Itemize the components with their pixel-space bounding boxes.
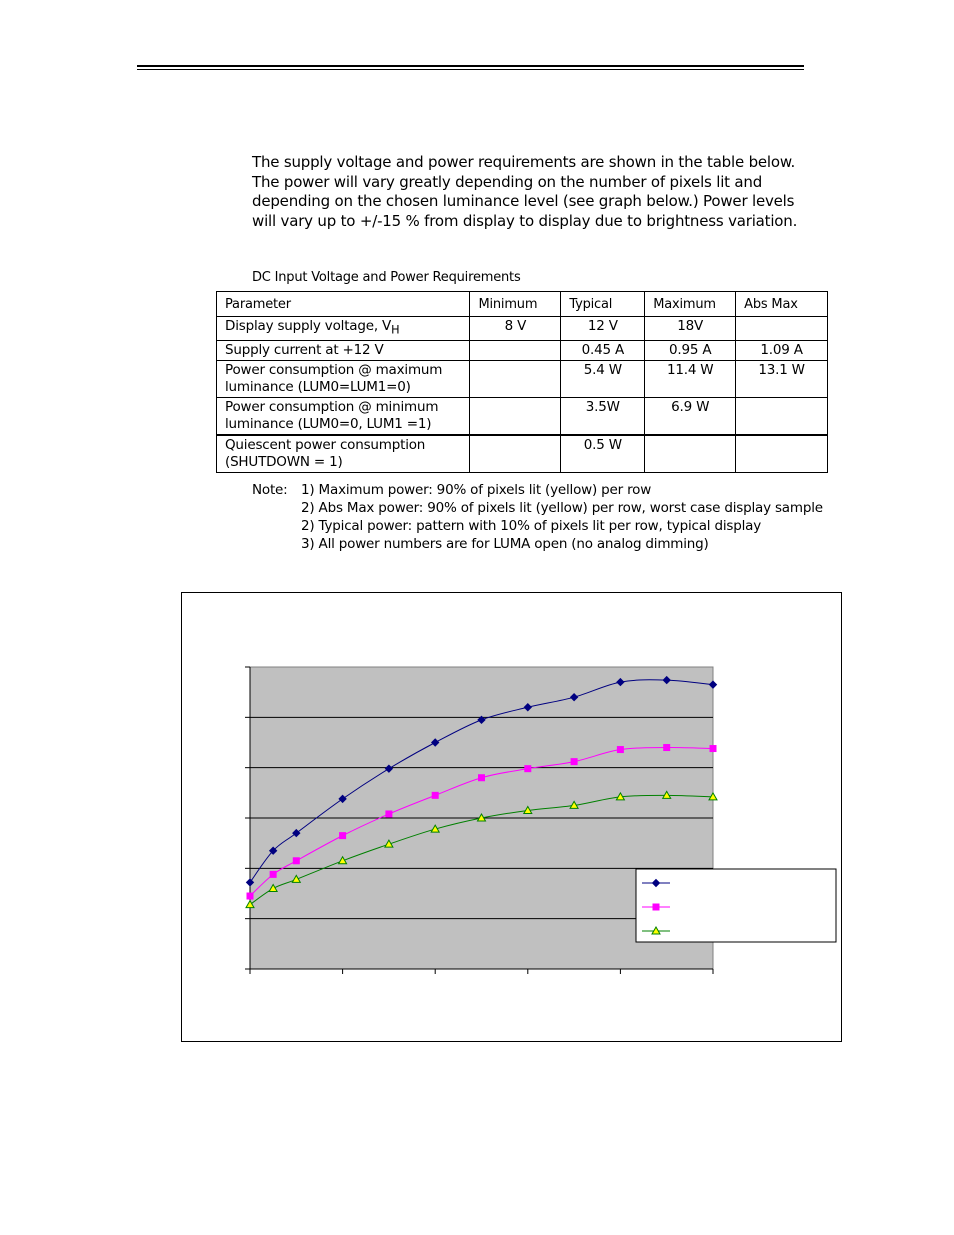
data-point-series-2: [525, 766, 531, 772]
cell-maximum: 11.4 W: [645, 360, 736, 397]
cell-typical: 5.4 W: [561, 360, 645, 397]
intro-paragraph: The supply voltage and power requirements are shown in the table below. The power will vary greatly depending on the number of pixels lit and depending on the chosen luminance level (see graph below.) Power levels will vary up to +/-15 % from display to display due to brightness variation.: [252, 153, 798, 230]
cell-maximum: 0.95 A: [645, 340, 736, 360]
table-row: [217, 397, 828, 435]
cell-typical: 3.5W: [561, 397, 645, 435]
cell-absmax: [736, 317, 828, 341]
header-minimum: Minimum: [470, 292, 561, 317]
cell-absmax: [736, 435, 828, 473]
data-point-series-2: [247, 893, 253, 899]
data-point-series-2: [293, 858, 299, 864]
cell-absmax: 1.09 A: [736, 340, 828, 360]
cell-parameter: Power consumption @ minimum luminance (LUM0=0, LUM1 =1): [217, 397, 470, 435]
cell-absmax: 13.1 W: [736, 360, 828, 397]
note-line: [252, 517, 823, 535]
parameter-subscript: H: [391, 323, 400, 337]
data-point-series-2: [340, 833, 346, 839]
cell-typical: 0.5 W: [561, 435, 645, 473]
legend-marker-2: [653, 904, 659, 910]
cell-maximum: 18V: [645, 317, 736, 341]
note-text: 2) Abs Max power: 90% of pixels lit (yellow) per row, worst case display sample: [301, 500, 823, 516]
note-text: 2) Typical power: pattern with 10% of pixels lit per row, typical display: [301, 518, 761, 534]
table-row: [217, 435, 828, 473]
cell-minimum: [470, 360, 561, 397]
note-line: [252, 535, 823, 553]
data-point-series-2: [664, 745, 670, 751]
header-rule-thin: [137, 69, 804, 70]
data-point-series-2: [571, 759, 577, 765]
table-row: [217, 340, 828, 360]
cell-maximum: [645, 435, 736, 473]
data-point-series-2: [710, 746, 716, 752]
cell-parameter: [217, 317, 470, 341]
cell-minimum: [470, 340, 561, 360]
cell-parameter: Quiescent power consumption (SHUTDOWN = 1): [217, 435, 470, 473]
cell-parameter: Supply current at +12 V: [217, 340, 470, 360]
cell-parameter: Power consumption @ maximum luminance (LUM0=LUM1=0): [217, 360, 470, 397]
header-typical: Typical: [561, 292, 645, 317]
data-point-series-2: [270, 871, 276, 877]
data-point-series-2: [432, 792, 438, 798]
data-point-series-2: [386, 811, 392, 817]
note-text: 1) Maximum power: 90% of pixels lit (yellow) per row: [301, 482, 652, 498]
header-rule-thick: [137, 65, 804, 67]
cell-absmax: [736, 397, 828, 435]
table-row: [217, 317, 828, 341]
note-line: [252, 481, 823, 499]
power-chart: [182, 593, 843, 1043]
data-point-series-2: [479, 775, 485, 781]
header-absmax: Abs Max: [736, 292, 828, 317]
cell-minimum: [470, 435, 561, 473]
parameter-text: Display supply voltage, V: [225, 318, 392, 334]
header-parameter: Parameter: [217, 292, 470, 317]
cell-typical: 12 V: [561, 317, 645, 341]
note-label: Note:: [252, 482, 288, 498]
cell-minimum: 8 V: [470, 317, 561, 341]
cell-typical: 0.45 A: [561, 340, 645, 360]
table-caption: DC Input Voltage and Power Requirements: [252, 270, 521, 285]
table-header-row: [217, 292, 828, 317]
cell-minimum: [470, 397, 561, 435]
power-chart-frame: [181, 592, 842, 1042]
table-notes: [252, 481, 823, 553]
table-row: [217, 360, 828, 397]
data-point-series-2: [617, 747, 623, 753]
note-line: [252, 499, 823, 517]
power-requirements-table: [216, 291, 828, 473]
header-maximum: Maximum: [645, 292, 736, 317]
cell-maximum: 6.9 W: [645, 397, 736, 435]
note-text: 3) All power numbers are for LUMA open (no analog dimming): [301, 536, 709, 552]
